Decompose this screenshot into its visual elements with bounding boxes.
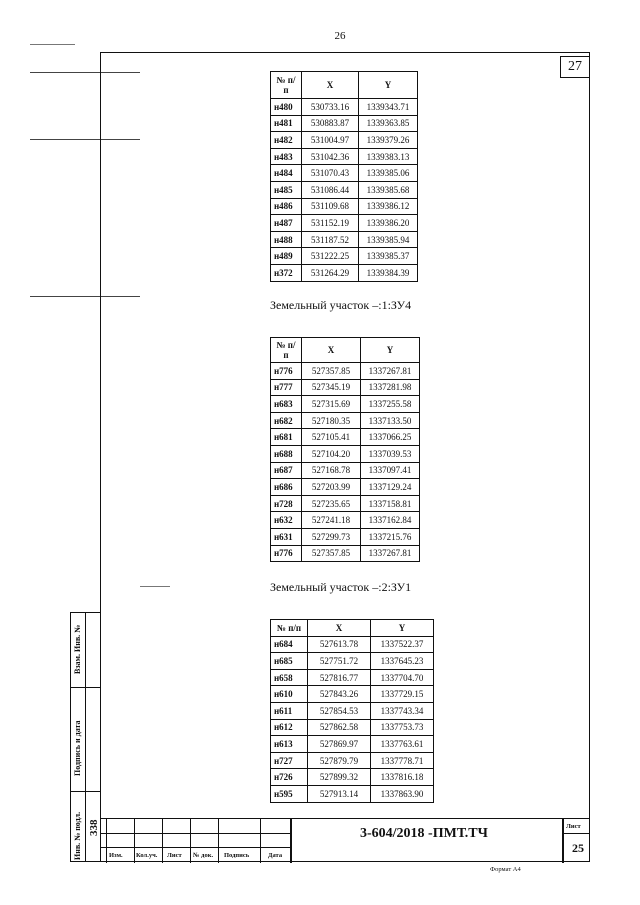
x-coordinate-cell: 527235.65 bbox=[302, 495, 361, 512]
point-id-cell: н686 bbox=[271, 479, 302, 496]
stamp-col-data: Дата bbox=[268, 852, 283, 859]
table-row bbox=[271, 686, 434, 703]
table-row bbox=[271, 165, 418, 182]
point-id-cell: н727 bbox=[271, 752, 308, 769]
y-coordinate-cell: 1337743.34 bbox=[371, 702, 434, 719]
y-coordinate-cell: 1337039.53 bbox=[361, 445, 420, 462]
y-coordinate-cell: 1337066.25 bbox=[361, 429, 420, 446]
table-row bbox=[271, 653, 434, 670]
stamp-col-kolvo: Кол.уч. bbox=[136, 852, 158, 859]
x-coordinate-cell: 527299.73 bbox=[302, 528, 361, 545]
x-coordinate-cell: 527816.77 bbox=[308, 669, 371, 686]
point-id-cell: н483 bbox=[271, 148, 302, 165]
header-x: X bbox=[302, 72, 359, 99]
scan-artifact bbox=[30, 44, 75, 45]
table-row bbox=[271, 429, 420, 446]
y-coordinate-cell: 1337129.24 bbox=[361, 479, 420, 496]
point-id-cell: н595 bbox=[271, 785, 308, 802]
x-coordinate-cell: 531222.25 bbox=[302, 248, 359, 265]
table-row bbox=[271, 785, 434, 802]
table-row bbox=[271, 363, 420, 380]
table-row bbox=[271, 495, 420, 512]
point-id-cell: н682 bbox=[271, 412, 302, 429]
table-row bbox=[271, 264, 418, 281]
x-coordinate-cell: 527105.41 bbox=[302, 429, 361, 446]
table-row bbox=[271, 379, 420, 396]
y-coordinate-cell: 1337704.70 bbox=[371, 669, 434, 686]
point-id-cell: н681 bbox=[271, 429, 302, 446]
stamp-col-list: Лист bbox=[167, 852, 182, 859]
x-coordinate-cell: 531187.52 bbox=[302, 231, 359, 248]
table-row bbox=[271, 752, 434, 769]
table-row bbox=[271, 231, 418, 248]
point-id-cell: н488 bbox=[271, 231, 302, 248]
coordinate-table-3 bbox=[270, 619, 434, 803]
header-x: X bbox=[308, 620, 371, 637]
point-id-cell: н481 bbox=[271, 115, 302, 132]
y-coordinate-cell: 1337522.37 bbox=[371, 636, 434, 653]
point-id-cell: н684 bbox=[271, 636, 308, 653]
table-row bbox=[271, 148, 418, 165]
sheet-number-box: 27 bbox=[560, 56, 590, 78]
point-id-cell: н485 bbox=[271, 181, 302, 198]
table-row bbox=[271, 132, 418, 149]
side-label-podpis: Подпись и дата bbox=[73, 720, 82, 776]
y-coordinate-cell: 1337645.23 bbox=[371, 653, 434, 670]
header-y: Y bbox=[371, 620, 434, 637]
point-id-cell: н631 bbox=[271, 528, 302, 545]
table-row bbox=[271, 736, 434, 753]
header-num: № п/п bbox=[271, 620, 308, 637]
x-coordinate-cell: 527613.78 bbox=[308, 636, 371, 653]
y-coordinate-cell: 1337281.98 bbox=[361, 379, 420, 396]
table-row bbox=[271, 445, 420, 462]
y-coordinate-cell: 1337778.71 bbox=[371, 752, 434, 769]
table-row bbox=[271, 719, 434, 736]
table-row bbox=[271, 412, 420, 429]
x-coordinate-cell: 531042.36 bbox=[302, 148, 359, 165]
table-heading-3: Земельный участок –:2:ЗУ1 bbox=[270, 580, 412, 594]
y-coordinate-cell: 1337267.81 bbox=[361, 363, 420, 380]
point-id-cell: н610 bbox=[271, 686, 308, 703]
title-block bbox=[100, 818, 590, 863]
point-id-cell: н612 bbox=[271, 719, 308, 736]
table-row bbox=[271, 545, 420, 562]
stamp-col-podpis: Подпись bbox=[224, 852, 250, 859]
point-id-cell: н489 bbox=[271, 248, 302, 265]
table-row bbox=[271, 479, 420, 496]
x-coordinate-cell: 527315.69 bbox=[302, 396, 361, 413]
stamp-col-izm: Изм. bbox=[109, 852, 123, 859]
x-coordinate-cell: 527879.79 bbox=[308, 752, 371, 769]
header-x: X bbox=[302, 338, 361, 363]
x-coordinate-cell: 527203.99 bbox=[302, 479, 361, 496]
table-row bbox=[271, 512, 420, 529]
table-row bbox=[271, 99, 418, 116]
side-inv-value: 338 bbox=[88, 819, 100, 836]
x-coordinate-cell: 531152.19 bbox=[302, 215, 359, 232]
point-id-cell: н685 bbox=[271, 653, 308, 670]
point-id-cell: н658 bbox=[271, 669, 308, 686]
table-row bbox=[271, 769, 434, 786]
x-coordinate-cell: 531004.97 bbox=[302, 132, 359, 149]
y-coordinate-cell: 1337162.84 bbox=[361, 512, 420, 529]
x-coordinate-cell: 527345.19 bbox=[302, 379, 361, 396]
table-row bbox=[271, 462, 420, 479]
point-id-cell: н486 bbox=[271, 198, 302, 215]
coordinate-table-1 bbox=[270, 71, 418, 282]
header-num: № п/п bbox=[271, 72, 302, 99]
table-body-1 bbox=[271, 99, 418, 282]
x-coordinate-cell: 527180.35 bbox=[302, 412, 361, 429]
stamp-list-label: Лист bbox=[566, 823, 581, 830]
y-coordinate-cell: 1337267.81 bbox=[361, 545, 420, 562]
point-id-cell: н728 bbox=[271, 495, 302, 512]
table-row bbox=[271, 248, 418, 265]
coordinate-table-2 bbox=[270, 337, 420, 562]
y-coordinate-cell: 1339385.68 bbox=[359, 181, 418, 198]
table-row bbox=[271, 198, 418, 215]
x-coordinate-cell: 531264.29 bbox=[302, 264, 359, 281]
y-coordinate-cell: 1339385.06 bbox=[359, 165, 418, 182]
table-row bbox=[271, 115, 418, 132]
point-id-cell: н484 bbox=[271, 165, 302, 182]
y-coordinate-cell: 1337215.76 bbox=[361, 528, 420, 545]
y-coordinate-cell: 1339385.37 bbox=[359, 248, 418, 265]
x-coordinate-cell: 527854.53 bbox=[308, 702, 371, 719]
y-coordinate-cell: 1337097.41 bbox=[361, 462, 420, 479]
point-id-cell: н632 bbox=[271, 512, 302, 529]
x-coordinate-cell: 530883.87 bbox=[302, 115, 359, 132]
header-y: Y bbox=[359, 72, 418, 99]
point-id-cell: н776 bbox=[271, 545, 302, 562]
y-coordinate-cell: 1339363.85 bbox=[359, 115, 418, 132]
y-coordinate-cell: 1339343.71 bbox=[359, 99, 418, 116]
point-id-cell: н687 bbox=[271, 462, 302, 479]
point-id-cell: н683 bbox=[271, 396, 302, 413]
x-coordinate-cell: 527751.72 bbox=[308, 653, 371, 670]
x-coordinate-cell: 527241.18 bbox=[302, 512, 361, 529]
point-id-cell: н482 bbox=[271, 132, 302, 149]
point-id-cell: н487 bbox=[271, 215, 302, 232]
side-label-vzam: Взам. Инв. № bbox=[73, 624, 82, 674]
point-id-cell: н726 bbox=[271, 769, 308, 786]
table-row bbox=[271, 669, 434, 686]
table-row bbox=[271, 181, 418, 198]
y-coordinate-cell: 1339384.39 bbox=[359, 264, 418, 281]
point-id-cell: н372 bbox=[271, 264, 302, 281]
y-coordinate-cell: 1339386.20 bbox=[359, 215, 418, 232]
y-coordinate-cell: 1337133.50 bbox=[361, 412, 420, 429]
page-top-number: 26 bbox=[334, 30, 346, 42]
y-coordinate-cell: 1337763.61 bbox=[371, 736, 434, 753]
x-coordinate-cell: 527168.78 bbox=[302, 462, 361, 479]
x-coordinate-cell: 530733.16 bbox=[302, 99, 359, 116]
x-coordinate-cell: 531109.68 bbox=[302, 198, 359, 215]
table-row bbox=[271, 702, 434, 719]
point-id-cell: н611 bbox=[271, 702, 308, 719]
x-coordinate-cell: 527357.85 bbox=[302, 545, 361, 562]
x-coordinate-cell: 527862.58 bbox=[308, 719, 371, 736]
x-coordinate-cell: 527357.85 bbox=[302, 363, 361, 380]
point-id-cell: н776 bbox=[271, 363, 302, 380]
x-coordinate-cell: 527913.14 bbox=[308, 785, 371, 802]
stamp-col-doc: № док. bbox=[193, 852, 214, 859]
x-coordinate-cell: 527899.32 bbox=[308, 769, 371, 786]
y-coordinate-cell: 1339385.94 bbox=[359, 231, 418, 248]
y-coordinate-cell: 1337729.15 bbox=[371, 686, 434, 703]
x-coordinate-cell: 527843.26 bbox=[308, 686, 371, 703]
y-coordinate-cell: 1337816.18 bbox=[371, 769, 434, 786]
format-label: Формат А4 bbox=[490, 866, 521, 873]
x-coordinate-cell: 531086.44 bbox=[302, 181, 359, 198]
table-row bbox=[271, 636, 434, 653]
table-row bbox=[271, 528, 420, 545]
y-coordinate-cell: 1339379.26 bbox=[359, 132, 418, 149]
table-row bbox=[271, 215, 418, 232]
x-coordinate-cell: 527869.97 bbox=[308, 736, 371, 753]
y-coordinate-cell: 1339383.13 bbox=[359, 148, 418, 165]
x-coordinate-cell: 531070.43 bbox=[302, 165, 359, 182]
table-heading-2: Земельный участок –:1:ЗУ4 bbox=[270, 298, 412, 312]
y-coordinate-cell: 1337753.73 bbox=[371, 719, 434, 736]
table-body-3 bbox=[271, 636, 434, 802]
y-coordinate-cell: 1337863.90 bbox=[371, 785, 434, 802]
y-coordinate-cell: 1337255.58 bbox=[361, 396, 420, 413]
table-body-2 bbox=[271, 363, 420, 562]
y-coordinate-cell: 1339386.12 bbox=[359, 198, 418, 215]
side-label-inv: Инв. № подл. bbox=[73, 811, 82, 860]
header-num: № п/п bbox=[271, 338, 302, 363]
header-y: Y bbox=[361, 338, 420, 363]
point-id-cell: н613 bbox=[271, 736, 308, 753]
point-id-cell: н480 bbox=[271, 99, 302, 116]
table-row bbox=[271, 396, 420, 413]
y-coordinate-cell: 1337158.81 bbox=[361, 495, 420, 512]
x-coordinate-cell: 527104.20 bbox=[302, 445, 361, 462]
stamp-list-number: 25 bbox=[572, 841, 584, 855]
point-id-cell: н688 bbox=[271, 445, 302, 462]
point-id-cell: н777 bbox=[271, 379, 302, 396]
document-code: 3-604/2018 -ПМТ.ТЧ bbox=[360, 826, 488, 841]
